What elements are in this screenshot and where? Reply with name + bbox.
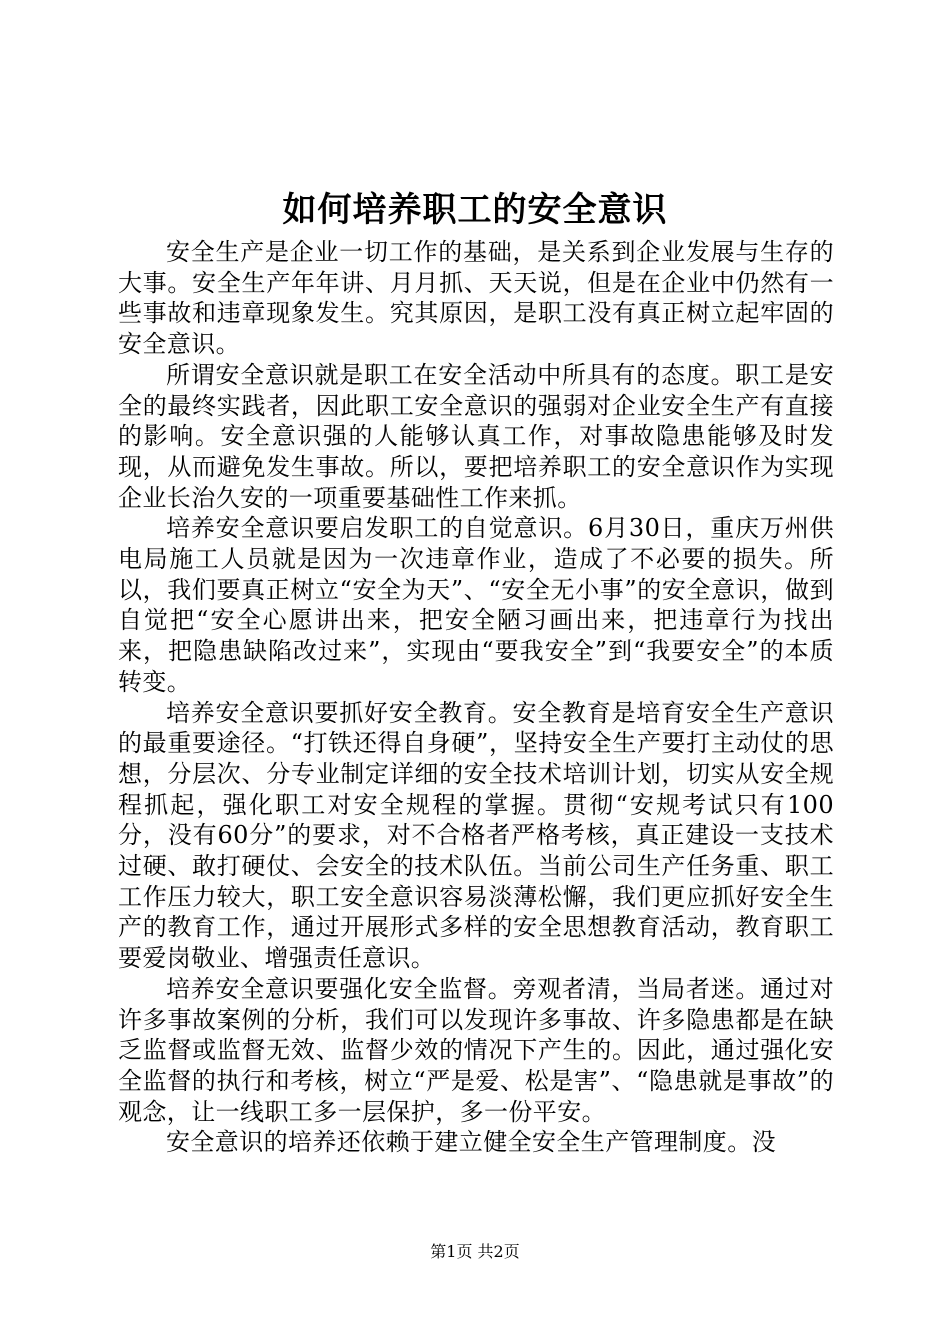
paragraph-management-system: 安全意识的培养还依赖于建立健全安全生产管理制度。没 [166, 1128, 776, 1157]
paragraph-definition: 所谓安全意识就是职工在安全活动中所具有的态度。职工是安全的最终实践者，因此职工安全意识的强弱对企业安全生产有直接的影响。安全意识强的人能够认真工作，对事故隐患能够及时发现，从而避免发生事故。所以，要把培养职工的安全意识作为实现企业长治久安的一项重要基础性工作来抓。 [118, 360, 834, 512]
paragraph-self-awareness: 培养安全意识要启发职工的自觉意识。6月30日，重庆万州供电局施工人员就是因为一次违章作业，造成了不必要的损失。所以，我们要真正树立“安全为天”、“安全无小事”的安全意识，做到自觉把“安全心愿讲出来，把安全陋习画出来，把违章行为找出来，把隐患缺陷改过来”，实现由“要我安全”到“我要安全”的本质转变。 [118, 514, 834, 696]
paragraph-supervision: 培养安全意识要强化安全监督。旁观者清，当局者迷。通过对许多事故案例的分析，我们可以发现许多事故、许多隐患都是在缺乏监督或监督无效、监督少效的情况下产生的。因此，通过强化安全监督的执行和考核，树立“严是爱、松是害”、“隐患就是事故”的观念，让一线职工多一层保护，多一份平安。 [118, 974, 834, 1126]
paragraph-intro: 安全生产是企业一切工作的基础，是关系到企业发展与生存的大事。安全生产年年讲、月月抓、天天说，但是在企业中仍然有一些事故和违章现象发生。究其原因，是职工没有真正树立起牢固的安全意识。 [118, 238, 834, 359]
paragraph-education: 培养安全意识要抓好安全教育。安全教育是培育安全生产意识的最重要途径。“打铁还得自身硬”，坚持安全生产要打主动仗的思想，分层次、分专业制定详细的安全技术培训计划，切实从安全规程抓起，强化职工对安全规程的掌握。贯彻“安规考试只有100分，没有60分”的要求，对不合格者严格考核，真正建设一支技术过硬、敢打硬仗、会安全的技术队伍。当前公司生产任务重、职工工作压力较大，职工安全意识容易淡薄松懈，我们更应抓好安全生产的教育工作，通过开展形式多样的安全思想教育活动，教育职工要爱岗敬业、增强责任意识。 [118, 698, 834, 973]
page-number-footer: 第1页 共2页 [430, 1242, 520, 1261]
document-body [118, 237, 834, 1158]
document-title: 如何培养职工的安全意识 [282, 190, 668, 230]
